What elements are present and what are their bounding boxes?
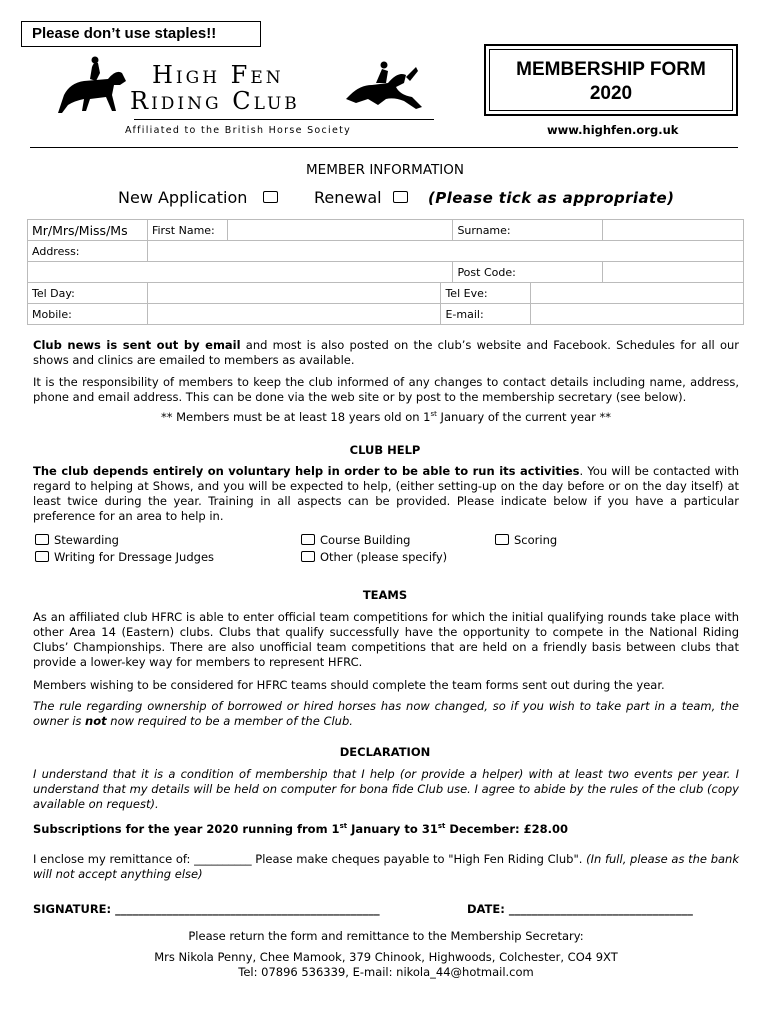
tel-day-field[interactable] — [147, 283, 441, 304]
age-requirement: ** Members must be at least 18 years old on 1st January of the current year ** — [160, 410, 612, 424]
club-help-paragraph: The club depends entirely on voluntary help in order to be able to run its activities. You will be contacted with regard to helping at Shows, and you will be expected to help, (either setting-up on the day before or on the day itself) at least twice during the year. Training in all aspects can be provided. Please indicate below if you have a particular preference for an area to help in. — [33, 464, 739, 523]
stewarding-checkbox[interactable] — [35, 534, 49, 545]
form-title-box — [484, 44, 738, 116]
member-details-table — [27, 219, 744, 325]
secretary-contact: Tel: 07896 536339, E-mail: nikola_44@hotmail.com — [238, 965, 534, 979]
member-info-heading: MEMBER INFORMATION — [306, 162, 464, 178]
post-code-field[interactable] — [603, 262, 744, 283]
tick-note: (Please tick as appropriate) — [428, 189, 675, 207]
new-application-checkbox[interactable] — [263, 191, 278, 203]
email-field[interactable] — [531, 304, 744, 325]
subscription-line: Subscriptions for the year 2020 running from 1st January to 31st December: £28.00 — [33, 822, 568, 836]
renewal-checkbox[interactable] — [393, 191, 408, 203]
application-type-row — [118, 188, 718, 212]
help-option-dressage-writing[interactable]: Writing for Dressage Judges — [35, 550, 214, 564]
address-field[interactable] — [147, 241, 743, 262]
help-option-course-building[interactable]: Course Building — [301, 533, 410, 547]
club-help-heading: CLUB HELP — [349, 443, 421, 457]
teams-heading: TEAMS — [362, 588, 408, 602]
date-field[interactable]: DATE: ________________________________ — [467, 902, 693, 916]
tel-day-label: Tel Day: — [28, 283, 148, 304]
post-code-label: Post Code: — [453, 262, 603, 283]
form-title: MEMBERSHIP FORM — [516, 59, 706, 80]
renewal-label: Renewal — [314, 188, 382, 207]
return-instruction: Please return the form and remittance to the Membership Secretary: — [188, 929, 584, 943]
first-name-label: First Name: — [147, 220, 227, 241]
surname-label: Surname: — [453, 220, 603, 241]
header-divider — [30, 147, 738, 148]
help-option-stewarding[interactable]: Stewarding — [35, 533, 119, 547]
mobile-label: Mobile: — [28, 304, 148, 325]
staples-note: Please don’t use staples!! — [21, 21, 261, 47]
logo-divider — [134, 119, 434, 120]
website-link[interactable]: www.highfen.org.uk — [547, 123, 679, 137]
surname-field[interactable] — [603, 220, 744, 241]
new-application-label: New Application — [118, 188, 248, 207]
dressage-writing-checkbox[interactable] — [35, 551, 49, 562]
other-checkbox[interactable] — [301, 551, 315, 562]
email-label: E-mail: — [441, 304, 531, 325]
club-name-line1: High Fen — [152, 61, 284, 89]
secretary-address: Mrs Nikola Penny, Chee Mamook, 379 Chinook, Highwoods, Colchester, CO4 9XT — [154, 950, 618, 964]
scoring-checkbox[interactable] — [495, 534, 509, 545]
title-label: Mr/Mrs/Miss/Ms — [28, 220, 148, 241]
club-news-paragraph: Club news is sent out by email and most is also posted on the club’s website and Facebook. Schedules for all our shows and clinics are emailed to members as available. — [33, 338, 740, 367]
help-option-other[interactable]: Other (please specify) — [301, 550, 447, 564]
teams-paragraph-3: The rule regarding ownership of borrowed or hired horses has now changed, so if you wish to take part in a team, the owner is not now required to be a member of the Club. — [33, 699, 739, 728]
help-option-scoring[interactable]: Scoring — [495, 533, 557, 547]
affiliation-text: Affiliated to the British Horse Society — [125, 125, 352, 136]
address-label: Address: — [28, 241, 148, 262]
mobile-field[interactable] — [147, 304, 441, 325]
signature-field[interactable]: SIGNATURE: ______________________________________________ — [33, 902, 380, 916]
club-logo — [50, 55, 430, 125]
declaration-text: I understand that it is a condition of membership that I help (or provide a helper) with at least two events per year. I understand that my details will be held on computer for bona fide Club use. I agree to abide by the rules of the club (copy available on request). — [33, 767, 739, 811]
form-year: 2020 — [589, 83, 633, 104]
teams-paragraph-1: As an affiliated club HFRC is able to enter official team competitions for which the initial qualifying rounds take place with other Area 14 (Eastern) clubs. Clubs that qualify successfully have the opportunity to compete in the National Riding Clubs’ Championships. There are also unofficial team competitions that are held on a friendly basis between clubs that provide a lower-key way for members to represent HFRC. — [33, 610, 739, 669]
address-field-2[interactable] — [28, 262, 453, 283]
course-building-checkbox[interactable] — [301, 534, 315, 545]
responsibility-paragraph: It is the responsibility of members to keep the club informed of any changes to contact details including name, address, phone and email address. This can be done via the web site or by post to the membership secretary (see below). — [33, 375, 739, 404]
declaration-heading: DECLARATION — [339, 745, 431, 759]
first-name-field[interactable] — [227, 220, 453, 241]
remittance-line: I enclose my remittance of: __________ Please make cheques payable to "High Fen Riding Club". (In full, please as the bank will not accept anything else) — [33, 852, 739, 881]
tel-eve-label: Tel Eve: — [441, 283, 531, 304]
club-name-line2: Riding Club — [130, 87, 300, 115]
teams-paragraph-2: Members wishing to be considered for HFRC teams should complete the team forms sent out during the year. — [33, 678, 665, 692]
tel-eve-field[interactable] — [531, 283, 744, 304]
